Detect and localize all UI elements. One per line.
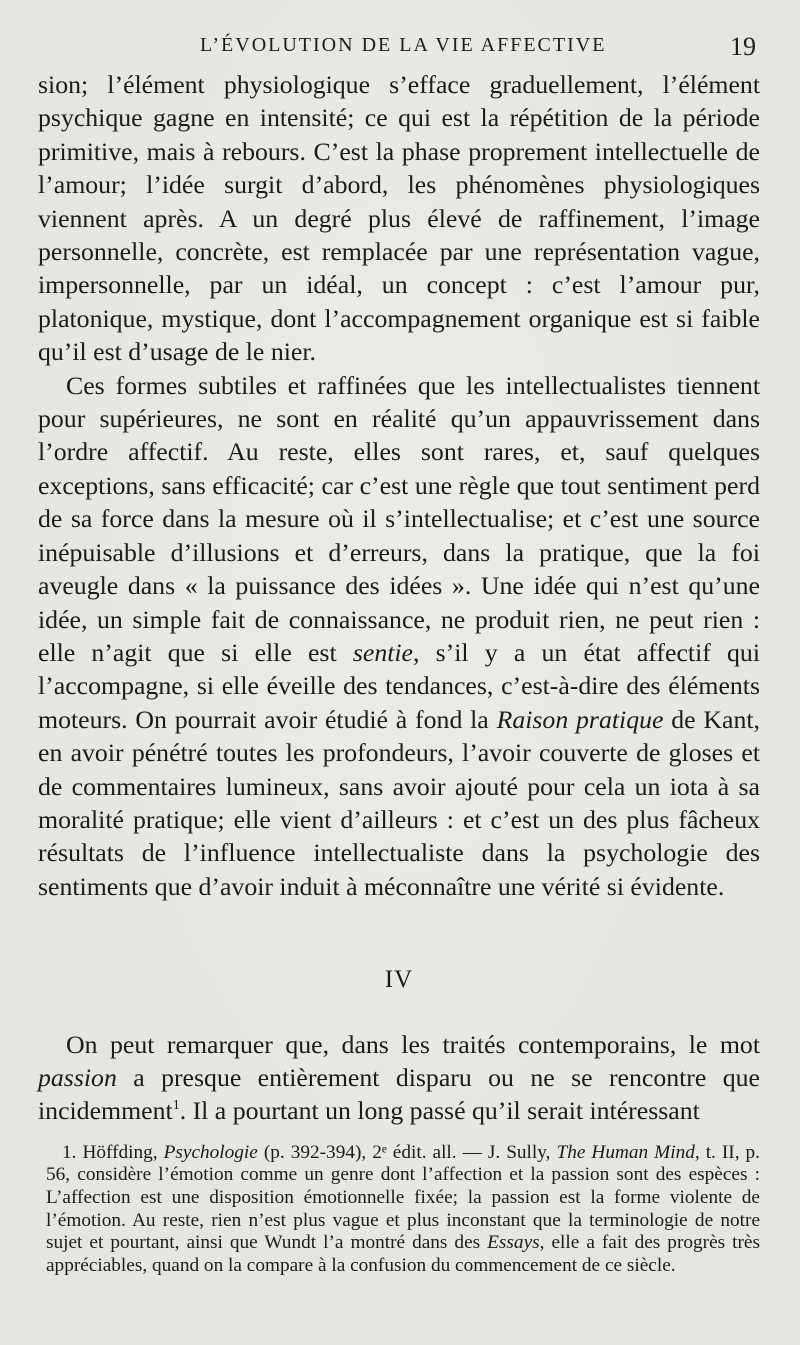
footnote-italic-human-mind: The Human Mind xyxy=(556,1141,695,1163)
paragraph-2-text-c: de Kant, en avoir pénétré toutes les profondeurs, l’avoir couverte de gloses et de commentaires lumineux, sans avoir ajouté pour cela un iota à sa moralité pratique; elle vient d’ailleurs : et c’est un des plus fâcheux résultats de l’influence intellectualiste dans la psychologie des sentiments que d’avoir induit à méconnaître une vérité si évidente. xyxy=(38,704,761,901)
footnote-italic-essays: Essays xyxy=(487,1232,540,1254)
footnote-text-a: 1. Höffding, xyxy=(62,1141,164,1163)
running-head xyxy=(38,34,760,68)
footnote-marker: 1 xyxy=(172,1098,180,1114)
footnote-text-d: , elle a fait des progrès très appréciables, quand on la compare à la confusion du commencement de ce siècle. xyxy=(46,1232,760,1276)
paragraph-3-text-c: . Il a pourtant un long passé qu’il serait intéressant xyxy=(179,1096,700,1126)
running-title: L’ÉVOLUTION DE LA VIE AFFECTIVE xyxy=(200,34,607,56)
italic-title-raison-pratique: Raison pratique xyxy=(496,704,664,734)
section-heading: IV xyxy=(384,966,414,994)
paragraph-2-text-a: Ces formes subtiles et raffinées que les intellectualistes tiennent pour supérieures, ne sont en réalité qu’un appauvrissement dans l’ordre affectif. Au reste, elles sont rares, et, sauf quelques exceptions, sans efficacité; car c’est une règle que tout sentiment perd de sa force dans la mesure où il s’intellectualise; et c’est une source inépuisable d’illusions et d’erreurs, dans la pratique, que la foi aveugle dans « la puissance des idées ». Une idée qui n’est qu’une idée, un simple fait de connaissance, ne produit rien, ne peut rien : elle n’agit que si elle est xyxy=(38,370,760,667)
footnote-text-c: , t. II, p. 56, considère l’émotion comme un genre dont l’affection et la passion sont des espèces : L’affection est une disposition émotionnelle fixée; la passion est la forme violente de l’émotion. Au reste, rien n’est plus vague et plus inconstant que la terminologie de notre sujet et pourtant, ainsi que Wundt l’a montré dans des xyxy=(46,1141,760,1254)
paragraph-3-text-b: a presque entièrement disparu ou ne se rencontre que incidemment xyxy=(38,1062,760,1126)
main-text xyxy=(38,68,760,1128)
paragraph-1-text: sion; l’élément physiologique s’efface graduellement, l’élément psychique gagne en intensité; ce qui est la répétition de la période primitive, mais à rebours. C’est la phase proprement intellectuelle de l’amour; l’idée surgit d’abord, les phénomènes physiologiques viennent après. A un degré plus élevé de raffinement, l’image personnelle, concrète, est remplacée par une représentation vague, impersonnelle, par un idéal, un concept : c’est l’amour pur, platonique, mystique, dont l’accompagnement organique est si faible qu’il est d’usage de le nier. xyxy=(38,70,760,367)
italic-term-passion: passion xyxy=(38,1062,117,1092)
footnote xyxy=(38,1142,760,1278)
paragraph-continuation xyxy=(38,68,760,369)
footnote-text-b: (p. 392-394), 2ᵉ édit. all. — J. Sully, xyxy=(257,1141,557,1163)
paragraph-2 xyxy=(38,369,760,904)
italic-term-sentie: sentie xyxy=(352,637,413,667)
paragraph-2-text-b: , s’il y a un état affectif qui l’accompagne, si elle éveille des tendances, c’est-à-dire des éléments moteurs. On pourrait avoir étudié à fond la xyxy=(38,637,760,734)
paragraph-3-text-a: On peut remarquer que, dans les traités contemporains, le mot xyxy=(66,1029,760,1059)
footnote-italic-psychologie: Psychologie xyxy=(163,1141,258,1163)
paragraph-3 xyxy=(38,1028,760,1128)
page-number: 19 xyxy=(730,32,756,61)
